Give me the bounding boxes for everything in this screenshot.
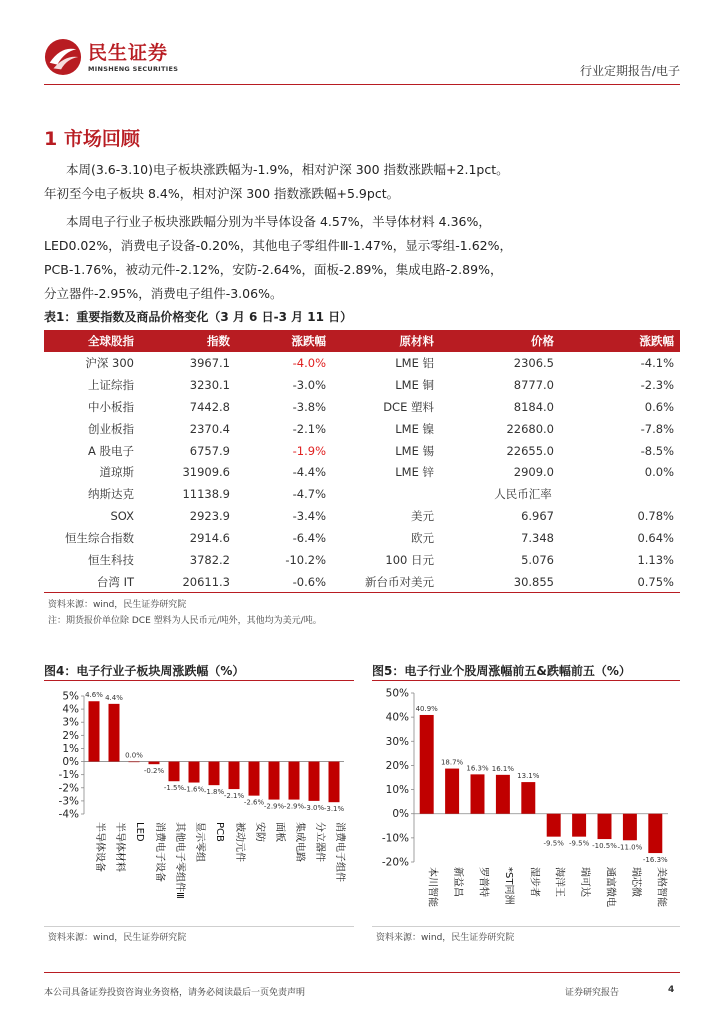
- table-row: [44, 352, 680, 374]
- figure-4-source: 资料来源：wind，民生证券研究院: [48, 933, 187, 943]
- data-label: -1.8%: [203, 788, 225, 797]
- category-label: PCB: [214, 822, 225, 842]
- header-global-index: 全球股指: [44, 330, 140, 352]
- y-tick-label: 3%: [62, 716, 79, 729]
- paragraph-2-line-4: 分立器件-2.95%，消费电子组件-3.06%。: [44, 286, 283, 301]
- bar: [648, 814, 662, 853]
- y-tick-label: 0%: [62, 756, 79, 769]
- paragraph-2-line-3: PCB-1.76%，被动元件-2.12%，安防-2.64%，面板-2.89%，集成电路-2.89%，: [44, 262, 503, 277]
- material-price: 5.076: [440, 549, 560, 571]
- index-value: 31909.6: [140, 461, 236, 483]
- header-divider: [44, 84, 680, 85]
- table-row: [44, 461, 680, 483]
- category-label: 半导体设备: [94, 822, 105, 872]
- index-name: 上证综指: [44, 374, 140, 396]
- index-change: -6.4%: [236, 527, 332, 549]
- y-tick-label: 20%: [385, 759, 409, 772]
- index-name: 道琼斯: [44, 461, 140, 483]
- material-change: 0.78%: [560, 505, 680, 527]
- bar: [309, 762, 320, 801]
- material-change: -7.8%: [560, 418, 680, 440]
- bar: [547, 814, 561, 837]
- category-label: 面板: [274, 822, 285, 842]
- data-label: 16.1%: [491, 764, 515, 773]
- material-name: LME 铝: [332, 352, 440, 374]
- material-name: LME 锌: [332, 461, 440, 483]
- index-change: -1.9%: [236, 440, 332, 462]
- y-tick-label: 40%: [385, 711, 409, 724]
- y-tick-label: -1%: [58, 769, 79, 782]
- y-tick-label: -2%: [58, 782, 79, 795]
- category-label: *ST同洲: [502, 867, 514, 905]
- y-tick-label: 50%: [385, 687, 409, 700]
- bar: [109, 704, 120, 762]
- data-label: -3.1%: [323, 805, 345, 814]
- paragraph-2: [44, 210, 684, 306]
- bar: [598, 814, 612, 839]
- category-label: 显示零组: [194, 822, 205, 862]
- material-price: 8777.0: [440, 374, 560, 396]
- index-value: 3230.1: [140, 374, 236, 396]
- figure-4-title: 图4：电子行业子板块周涨跌幅（%）: [44, 664, 245, 678]
- report-type: 行业定期报告/电子: [579, 64, 680, 78]
- footer-disclaimer: 本公司具备证券投资咨询业务资格，请务必阅读最后一页免责声明: [44, 988, 306, 998]
- data-label: -1.6%: [183, 785, 205, 794]
- y-tick-label: 1%: [62, 742, 79, 755]
- material-price: 22680.0: [440, 418, 560, 440]
- category-label: 分立器件: [314, 822, 325, 862]
- data-label: -10.5%: [592, 842, 617, 851]
- material-change: -4.1%: [560, 352, 680, 374]
- y-tick-label: -4%: [58, 808, 79, 821]
- bar: [269, 762, 280, 800]
- header-price: 价格: [440, 330, 560, 352]
- data-label: -11.0%: [617, 843, 643, 852]
- fx-section-header: 人民币汇率: [332, 483, 680, 505]
- index-name: A 股电子: [44, 440, 140, 462]
- index-change: -3.8%: [236, 396, 332, 418]
- index-value: 20611.3: [140, 571, 236, 593]
- index-name: SOX: [44, 505, 140, 527]
- category-label: 海洋王: [553, 867, 565, 897]
- figure-5-divider: [372, 680, 680, 681]
- index-change: -3.0%: [236, 374, 332, 396]
- data-label: -9.5%: [568, 839, 590, 848]
- material-change: 0.6%: [560, 396, 680, 418]
- footer-divider: [44, 972, 680, 973]
- table-row: [44, 374, 680, 396]
- data-label: -2.1%: [223, 792, 245, 801]
- index-change: -2.1%: [236, 418, 332, 440]
- material-name: 100 日元: [332, 549, 440, 571]
- header-material-change: 涨跌幅: [560, 330, 680, 352]
- brand-logo: [44, 38, 178, 76]
- category-label: 美格智能: [655, 867, 667, 907]
- material-change: -8.5%: [560, 440, 680, 462]
- data-label: -9.5%: [543, 839, 564, 848]
- figure-5-source: 资料来源：wind，民生证券研究院: [376, 933, 515, 943]
- index-change: -4.7%: [236, 483, 332, 505]
- paragraph-2-line-2: LED0.02%，消费电子设备-0.20%，其他电子零组件Ⅲ-1.47%，显示零组-1.62%，: [44, 238, 512, 253]
- category-label: 本川智能: [426, 867, 438, 907]
- category-label: 消费电子组件: [334, 822, 345, 882]
- data-label: 13.1%: [517, 772, 540, 781]
- index-value: 3967.1: [140, 352, 236, 374]
- table-source: 资料来源：wind，民生证券研究院: [48, 600, 187, 610]
- y-tick-label: 10%: [385, 784, 409, 797]
- data-label: 4.6%: [85, 691, 103, 700]
- index-name: 中小板指: [44, 396, 140, 418]
- data-label: 4.4%: [105, 693, 123, 702]
- table-row: [44, 505, 680, 527]
- y-tick-label: 30%: [385, 735, 409, 748]
- header-index: 指数: [140, 330, 236, 352]
- y-tick-label: 2%: [62, 729, 79, 742]
- category-label: 半导体材料: [114, 822, 125, 872]
- bar: [445, 769, 459, 814]
- index-name: 沪深 300: [44, 352, 140, 374]
- material-price: 7.348: [440, 527, 560, 549]
- material-name: 欧元: [332, 527, 440, 549]
- data-label: 18.7%: [440, 758, 464, 767]
- table-row: [44, 549, 680, 571]
- y-tick-label: 0%: [392, 808, 409, 821]
- table-note: 注：期货报价单位除 DCE 塑料为人民币元/吨外，其他均为美元/吨。: [48, 616, 322, 626]
- table-row: [44, 571, 680, 593]
- logo-chinese-name: 民生证券: [88, 41, 169, 64]
- index-change: -4.4%: [236, 461, 332, 483]
- y-tick-label: 4%: [62, 703, 79, 716]
- bar: [189, 762, 200, 783]
- material-change: 0.75%: [560, 571, 680, 593]
- index-name: 恒生综合指数: [44, 527, 140, 549]
- bar: [623, 814, 637, 841]
- bar: [329, 762, 340, 803]
- table-header-row: [44, 330, 680, 352]
- bar: [149, 762, 160, 765]
- paragraph-2-line-1: 本周电子行业子板块涨跌幅分别为半导体设备 4.57%，半导体材料 4.36%，: [66, 214, 491, 229]
- category-label: 瑞芯微: [629, 867, 641, 897]
- header-change: 涨跌幅: [236, 330, 332, 352]
- paragraph-1: [44, 158, 684, 206]
- material-change: -2.3%: [560, 374, 680, 396]
- data-label: -0.2%: [143, 767, 165, 776]
- figure-4-chart: [44, 684, 354, 924]
- paragraph-1-line-2: 年初至今电子板块 8.4%，相对沪深 300 指数涨跌幅+5.9pct。: [44, 186, 400, 201]
- data-label: -2.9%: [263, 802, 285, 811]
- category-label: 瑞可达: [579, 867, 591, 897]
- bar: [289, 762, 300, 800]
- data-label: 40.9%: [415, 704, 438, 713]
- material-name: LME 铜: [332, 374, 440, 396]
- bar: [249, 762, 260, 796]
- figure-5-chart: [372, 684, 680, 924]
- footer-report-label: 证券研究报告: [565, 988, 620, 998]
- material-price: 8184.0: [440, 396, 560, 418]
- index-name: 台湾 IT: [44, 571, 140, 593]
- index-price-table: [44, 330, 680, 593]
- index-value: 3782.2: [140, 549, 236, 571]
- header-material: 原材料: [332, 330, 440, 352]
- bar: [572, 814, 586, 837]
- data-label: -2.9%: [283, 802, 305, 811]
- index-value: 6757.9: [140, 440, 236, 462]
- bar: [496, 775, 510, 814]
- data-label: -2.6%: [243, 798, 265, 807]
- index-name: 恒生科技: [44, 549, 140, 571]
- data-label: 0.0%: [125, 751, 143, 760]
- bar: [229, 762, 240, 790]
- category-label: 罗普特: [477, 867, 489, 897]
- material-name: DCE 塑料: [332, 396, 440, 418]
- bar: [89, 701, 100, 761]
- index-change: -4.0%: [236, 352, 332, 374]
- category-label: 新益昌: [452, 867, 464, 897]
- table-row: [44, 440, 680, 462]
- index-change: -10.2%: [236, 549, 332, 571]
- category-label: 被动元件: [234, 822, 245, 862]
- data-label: -3.0%: [303, 803, 325, 812]
- material-name: 美元: [332, 505, 440, 527]
- material-price: 22655.0: [440, 440, 560, 462]
- index-value: 2923.9: [140, 505, 236, 527]
- material-name: LME 锡: [332, 440, 440, 462]
- y-tick-label: -3%: [58, 795, 79, 808]
- index-value: 2370.4: [140, 418, 236, 440]
- figure-5-source-divider: [372, 926, 680, 927]
- material-change: 1.13%: [560, 549, 680, 571]
- paragraph-1-line-1: 本周(3.6-3.10)电子板块涨跌幅为-1.9%，相对沪深 300 指数涨跌幅+2.1pct。: [66, 162, 509, 177]
- table-row: [44, 418, 680, 440]
- material-change: 0.64%: [560, 527, 680, 549]
- index-name: 纳斯达克: [44, 483, 140, 505]
- category-label: 安防: [254, 822, 265, 842]
- figure-4-source-divider: [44, 926, 354, 927]
- section-title: 1 市场回顾: [44, 128, 140, 150]
- bar: [471, 774, 485, 813]
- category-label: LED: [134, 822, 145, 842]
- table-row: [44, 483, 680, 505]
- bar: [420, 715, 434, 814]
- table-row: [44, 396, 680, 418]
- category-label: 其他电子零组件Ⅲ: [174, 822, 185, 899]
- category-label: 通富微电: [604, 867, 616, 907]
- y-tick-label: 5%: [62, 690, 79, 703]
- material-name: 新台币对美元: [332, 571, 440, 593]
- logo-english-name: MINSHENG SECURITIES: [88, 64, 179, 73]
- minsheng-logo-icon: [44, 38, 82, 76]
- page-number: 4: [668, 985, 675, 995]
- material-name: LME 镍: [332, 418, 440, 440]
- index-name: 创业板指: [44, 418, 140, 440]
- index-value: 2914.6: [140, 527, 236, 549]
- material-price: 6.967: [440, 505, 560, 527]
- category-label: 湿步者: [528, 867, 540, 897]
- material-price: 2909.0: [440, 461, 560, 483]
- y-tick-label: -10%: [381, 832, 409, 845]
- bar: [129, 762, 140, 763]
- bar: [521, 782, 535, 814]
- data-label: -1.5%: [163, 784, 185, 793]
- index-value: 11138.9: [140, 483, 236, 505]
- figure-4-divider: [44, 680, 354, 681]
- material-change: 0.0%: [560, 461, 680, 483]
- bar: [209, 762, 220, 786]
- category-label: 集成电路: [294, 822, 305, 862]
- material-price: 2306.5: [440, 352, 560, 374]
- table-title: 表1：重要指数及商品价格变化（3 月 6 日-3 月 11 日）: [44, 310, 353, 324]
- category-label: 消费电子设备: [154, 822, 165, 882]
- table-row: [44, 527, 680, 549]
- data-label: -16.3%: [642, 856, 668, 865]
- index-change: -0.6%: [236, 571, 332, 593]
- y-tick-label: -20%: [381, 856, 409, 869]
- bar: [169, 762, 180, 782]
- material-price: 30.855: [440, 571, 560, 593]
- index-value: 7442.8: [140, 396, 236, 418]
- index-change: -3.4%: [236, 505, 332, 527]
- data-label: 16.3%: [466, 764, 489, 773]
- figure-5-title: 图5：电子行业个股周涨幅前五&跌幅前五（%）: [372, 664, 631, 678]
